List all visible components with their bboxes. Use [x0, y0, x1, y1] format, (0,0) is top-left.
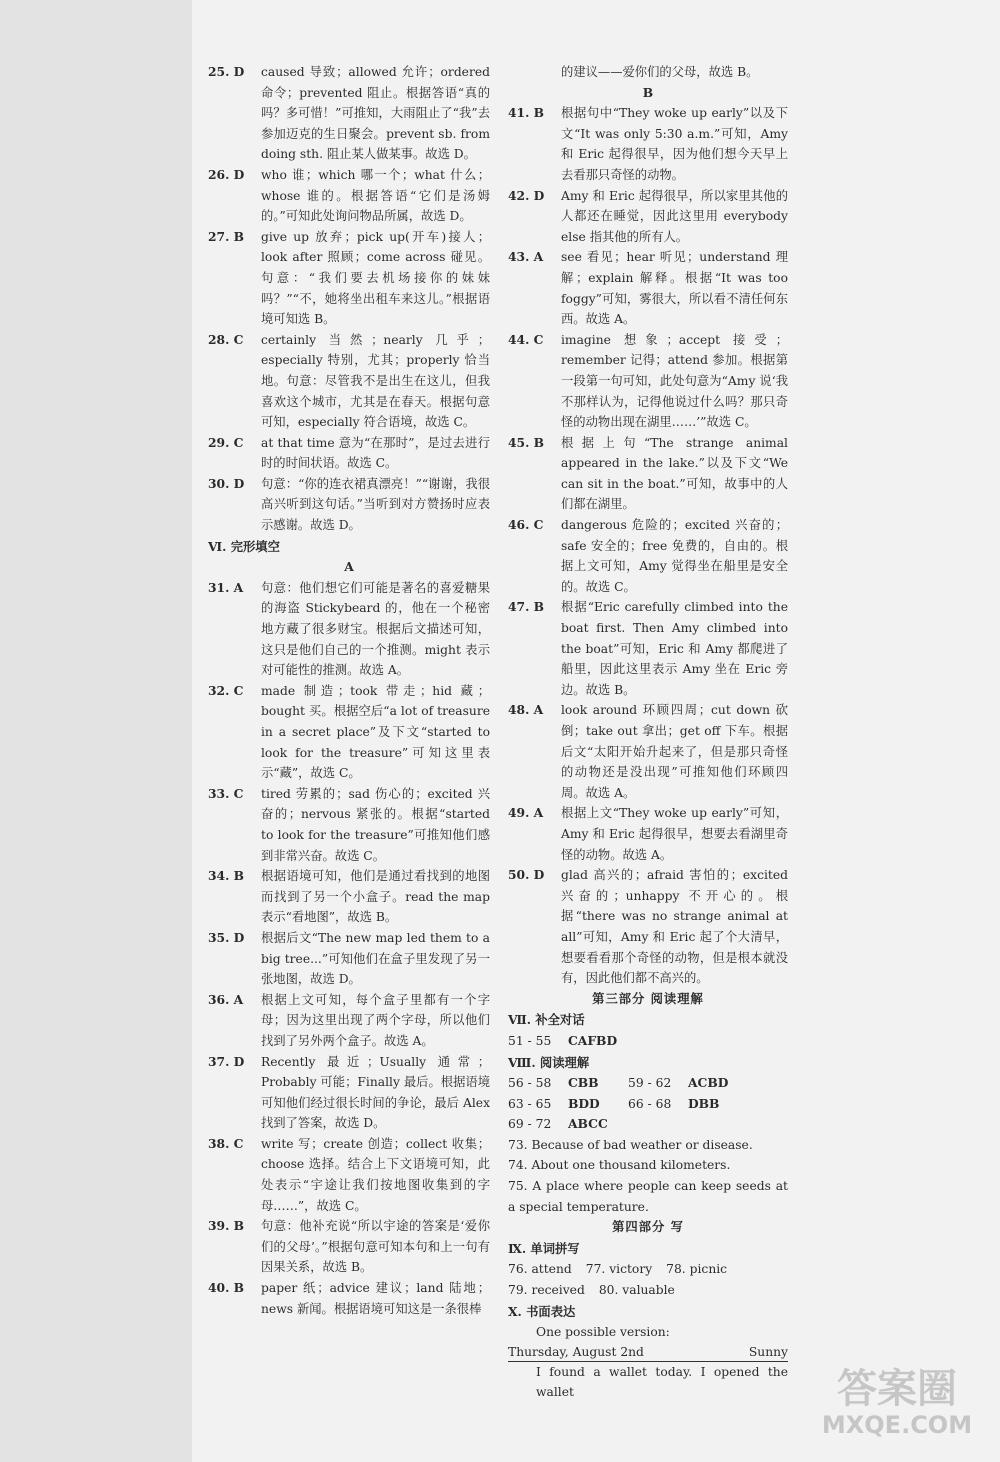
answer-explanation: at that time 意为“在那时”，是过去进行时的时间状语。故选 C。: [261, 435, 490, 471]
answer-explanation: dangerous 危险的；excited 兴奋的；safe 安全的；free 免费的，自由的。根据上文可知，Amy 觉得坐在船里是安全的。故选 C。: [561, 518, 788, 594]
answer-item: [208, 62, 490, 165]
answer-explanation: 根据后文“The new map led them to a big tree...”可知他们在盒子里发现了另一张地图，故选 D。: [261, 930, 490, 987]
answer-item: [208, 227, 490, 330]
section-heading-reading: Ⅷ. 阅读理解: [508, 1054, 590, 1070]
answer-item: [208, 433, 490, 474]
answer-range: 66 - 68: [628, 1096, 672, 1111]
answer-item: [208, 681, 490, 784]
answer-explanation: 根据句中“They woke up early”以及下文“It was only 5:30 a.m.”可知，Amy 和 Eric 起得很早，因为他们想今天早上去看那只奇怪的动物。: [561, 106, 788, 182]
answer-number: 44. C: [508, 331, 544, 347]
answer-number: 33. C: [208, 785, 244, 801]
answer-explanation: 根据语境可知，他们是通过看找到的地图而找到了另一个小盒子。read the map 表示“看地图”，故选 B。: [261, 869, 490, 925]
answer-item: [208, 1216, 490, 1278]
answer-explanation: 句意：他们想它们可能是著名的喜爱糖果的海盗 Stickybeard 的，他在一个秘密地方藏了很多财宝。根据后文描述可知，这只是他们自己的一个推测。might 表示对可能性的推测。故选 A。: [261, 580, 490, 678]
word-answer: 77. victory: [585, 1262, 653, 1277]
diary-date: Thursday, August 2nd: [508, 1344, 644, 1359]
answer-item: [508, 865, 788, 989]
answer-explanation: 根据上文“They woke up early”可知，Amy 和 Eric 起得很早，想要去看湖里奇怪的动物。故选 A。: [561, 806, 788, 862]
page-margin: [0, 0, 192, 1462]
answer-number: 34. B: [208, 868, 245, 884]
answer-range: 69 - 72: [508, 1117, 552, 1132]
answer-number: 43. A: [508, 249, 544, 265]
answer-letters: DBB: [688, 1095, 720, 1111]
watermark-logo: [812, 1366, 982, 1446]
answer-item: [508, 803, 788, 865]
answer-item: [508, 330, 788, 433]
answer-explanation: tired 劳累的；sad 伤心的；excited 兴奋的；nervous 紧张的。根据“started to look for the treasure”可推知他们感到非常兴奋。故选 C。: [261, 786, 490, 863]
answer-number: 48. A: [508, 702, 544, 718]
answer-row: [508, 1073, 788, 1094]
short-answer: 74. About one thousand kilometers.: [508, 1158, 731, 1173]
section-heading-composition: Ⅹ. 书面表达: [508, 1303, 576, 1319]
answer-number: 39. B: [208, 1218, 245, 1234]
answer-number: 28. C: [208, 331, 244, 347]
answer-explanation: Recently 最近；Usually 通常；Probably 可能；Finally 最后。根据语境可知他们经过很长时间的争论，最后 Alex 找到了答案，故选 D。: [261, 1054, 490, 1131]
answer-explanation: write 写；create 创造；collect 收集；choose 选择。结合上下文语境可知，此处表示“宇途让我们按地图收集到的字母……”，故选 C。: [261, 1136, 490, 1213]
subsection-label: B: [642, 84, 654, 100]
answer-number: 46. C: [508, 517, 544, 533]
part-heading-writing: 第四部分 写: [612, 1219, 684, 1235]
answer-range: 63 - 65: [508, 1096, 552, 1111]
word-row: [508, 1259, 788, 1280]
answer-item: [508, 597, 788, 700]
answer-range: 59 - 62: [628, 1076, 672, 1091]
answer-number: 49. A: [508, 805, 544, 821]
part-heading-reading: 第三部分 阅读理解: [592, 990, 704, 1006]
answer-letters: CBB: [568, 1075, 599, 1091]
right-column: [508, 62, 788, 1403]
answer-item: [208, 784, 490, 866]
answer-item: [508, 433, 788, 515]
continued-text: 的建议——爱你们的父母，故选 B。: [561, 65, 759, 79]
answer-row: [508, 1031, 788, 1052]
answer-letters: ABCC: [568, 1116, 608, 1132]
short-answer: 73. Because of bad weather or disease.: [508, 1137, 753, 1152]
answer-explanation: made 制造；took 带走；hid 藏；bought 买。根据空后“a lot of treasure in a secret place”及下文“started to look for the treasure”可知这里表示“藏”，故选 C。: [261, 683, 490, 781]
answer-item: [208, 1278, 490, 1319]
answer-item: [508, 700, 788, 803]
answer-letters: ACBD: [688, 1075, 729, 1091]
answer-item: [208, 928, 490, 990]
answer-explanation: who 谁；which 哪一个；what 什么；whose 谁的。根据答语“它们是汤姆的。”可知此处询问物品所属，故选 D。: [261, 167, 490, 224]
answer-explanation: 根据“Eric carefully climbed into the boat first. Then Amy climbed into the boat”可知，Eric 和 Amy 都爬进了船里，因此这里表示 Amy 坐在 Eric 旁边。故选 B。: [561, 600, 788, 697]
answer-explanation: paper 纸；advice 建议；land 陆地；news 新闻。根据语境可知这是一条很棒: [261, 1281, 490, 1316]
answer-explanation: see 看见；hear 听见；understand 理解；explain 解释。根据“It was too foggy”可知，雾很大，所以看不清任何东西。故选 A。: [561, 250, 788, 327]
answer-explanation: Amy 和 Eric 起得很早，所以家里其他的人都还在睡觉，因此这里用 everybody else 指其他的所有人。: [561, 188, 788, 244]
answer-item: [508, 247, 788, 329]
answer-item: [508, 515, 788, 597]
answer-item: [208, 866, 490, 928]
answer-explanation: caused 导致；allowed 允许；ordered 命令；prevented 阻止。根据答语“真的吗？多可惜！”可推知，大雨阻止了“我”去参加迈克的生日聚会。prevent sb. from doing sth. 阻止某人做某事。故选 D。: [261, 65, 490, 162]
word-answer: 78. picnic: [666, 1262, 728, 1277]
answer-number: 41. B: [508, 105, 545, 121]
section-heading-cloze: Ⅵ. 完形填空: [208, 538, 280, 554]
section-heading-dialogue: Ⅶ. 补全对话: [508, 1012, 585, 1028]
answer-number: 45. B: [508, 434, 545, 450]
word-row: [508, 1280, 788, 1301]
watermark-url: MXQE.COM: [821, 1411, 973, 1439]
answer-number: 31. A: [208, 579, 244, 595]
watermark-text: 答案圈: [837, 1366, 957, 1412]
answer-item: [208, 1134, 490, 1216]
answer-explanation: 根据上句“The strange animal appeared in the lake.”以及下文“We can sit in the boat.”可知，故事中的人们都在湖里。: [561, 435, 788, 512]
answer-row: [508, 1094, 788, 1115]
essay-text: I found a wallet today. I opened the wallet: [536, 1364, 788, 1400]
section-heading-spelling: Ⅸ. 单词拼写: [508, 1240, 580, 1256]
answer-item: [208, 474, 490, 536]
answer-item: [508, 103, 788, 185]
answer-number: 27. B: [208, 228, 245, 244]
answer-explanation: 句意：他补充说“所以宇途的答案是‘爱你们的父母’。”根据句意可知本句和上一句有因果关系，故选 B。: [261, 1219, 490, 1275]
word-answer: 80. valuable: [598, 1283, 675, 1298]
diary-weather: Sunny: [748, 1344, 788, 1359]
answer-number: 32. C: [208, 682, 244, 698]
answer-row: [508, 1114, 788, 1135]
answer-item: [208, 990, 490, 1052]
left-column: [208, 62, 490, 1319]
answer-number: 36. A: [208, 991, 244, 1007]
diary-dateline: [508, 1343, 788, 1362]
answer-number: 37. D: [208, 1053, 245, 1069]
answer-explanation: 句意：“你的连衣裙真漂亮！”“谢谢，我很高兴听到这句话。”当听到对方赞扬时应表示感谢。故选 D。: [261, 476, 490, 533]
answer-explanation: glad 高兴的；afraid 害怕的；excited 兴奋的；unhappy 不开心的。根据“there was no strange animal at all”可知，Amy 和 Eric 起了个大清早，想要看看那个奇怪的动物，但是根本就没有，因此他们都不高兴的。: [561, 868, 788, 986]
short-answer: 75. A place where people can keep seeds at a special temperature.: [508, 1179, 788, 1214]
answer-range: 56 - 58: [508, 1076, 552, 1091]
answer-item: [208, 165, 490, 227]
answer-item: [208, 1052, 490, 1134]
answer-item: [508, 186, 788, 248]
answer-letters: CAFBD: [568, 1032, 618, 1048]
answer-number: 42. D: [508, 187, 545, 203]
answer-number: 40. B: [208, 1280, 245, 1296]
answer-item: [208, 330, 490, 433]
answer-number: 35. D: [208, 929, 245, 945]
answer-item: [208, 578, 490, 681]
answer-explanation: imagine 想象；accept 接受；remember 记得；attend 参加。根据第一段第一句可知，此处句意为“Amy 说‘我不那样认为，记得他说过什么吗？那只奇怪的动物出现在湖里……’”故选 C。: [561, 332, 788, 430]
word-answer: 79. received: [508, 1283, 585, 1298]
answer-explanation: certainly 当然；nearly 几乎；especially 特别，尤其；properly 恰当地。句意：尽管我不是出生在这儿，但我喜欢这个城市，尤其是在春天。根据句意可知，especially 符合语境，故选 C。: [261, 332, 490, 430]
answer-explanation: give up 放弃；pick up(开车)接人；look after 照顾；come across 碰见。句意：“我们要去机场接你的妹妹吗？”“不，她将坐出租车来这儿。”根据语境可知选 B。: [261, 229, 490, 327]
answer-number: 50. D: [508, 867, 545, 883]
answer-letters: BDD: [568, 1095, 600, 1111]
subsection-label: A: [344, 559, 354, 575]
answer-range: 51 - 55: [508, 1033, 552, 1048]
answer-number: 47. B: [508, 599, 545, 615]
word-answer: 76. attend: [508, 1262, 572, 1277]
answer-number: 38. C: [208, 1135, 244, 1151]
answer-number: 25. D: [208, 64, 245, 79]
answer-explanation: 根据上文可知，每个盒子里都有一个字母；因为这里出现了两个字母，所以他们找到了另外两个盒子。故选 A。: [261, 992, 490, 1048]
answer-number: 29. C: [208, 434, 244, 450]
answer-number: 26. D: [208, 166, 245, 182]
answer-explanation: look around 环顾四周；cut down 砍倒；take out 拿出；get off 下车。根据后文“太阳开始升起来了，但是那只奇怪的动物还是没出现”可推知他们环顾四周。故选 A。: [561, 703, 788, 800]
answer-number: 30. D: [208, 475, 245, 491]
possible-version-label: One possible version:: [536, 1325, 670, 1340]
